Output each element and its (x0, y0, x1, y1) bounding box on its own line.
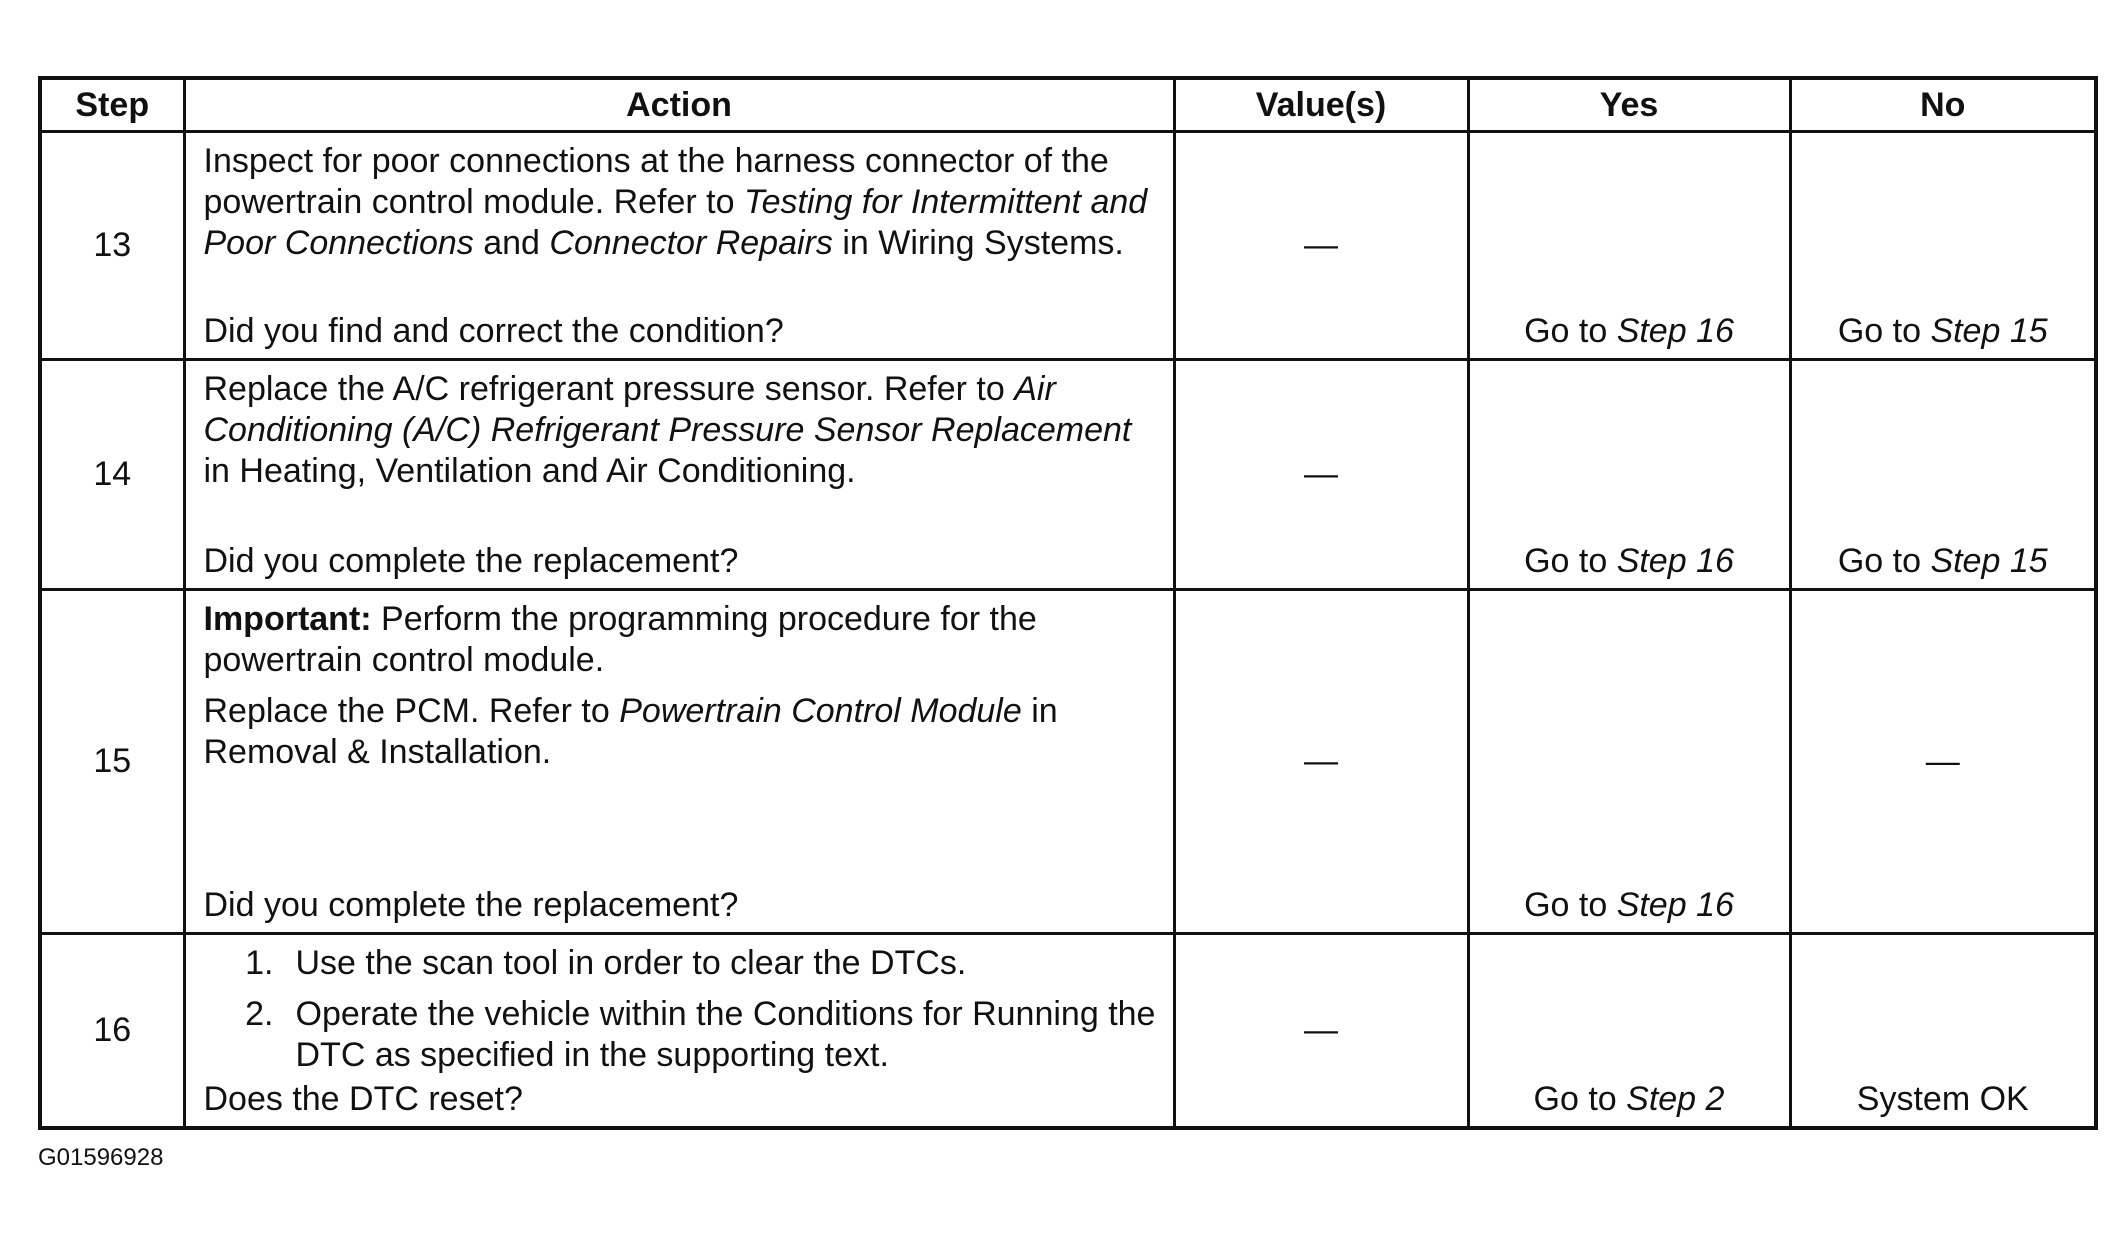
action-cell (184, 360, 1174, 590)
header-values: Value(s) (1174, 78, 1468, 132)
table-row-step-14 (40, 360, 2096, 590)
action-question: Did you complete the replacement? (203, 886, 739, 924)
table-row-step-16 (40, 934, 2096, 1128)
no-cell (1790, 590, 2096, 934)
no-cell: Go to Step 15 (1790, 360, 2096, 590)
step-number: 14 (40, 360, 184, 590)
list-item: 1. Use the scan tool in order to clear the DTCs. (245, 944, 967, 982)
value-cell: — (1174, 934, 1468, 1128)
figure-id: G01596928 (38, 1144, 164, 1171)
no-cell (1790, 934, 2096, 1128)
no-cell: Go to Step 15 (1790, 132, 2096, 360)
important-label: Important: (203, 600, 372, 638)
action-text: Replace the A/C refrigerant pressure sensor. Refer to Air Conditioning (A/C) Refrigerant Pressure Sensor Replacement in Heating, Ventilation and Air Conditioning. (203, 370, 1132, 490)
yes-step-link[interactable]: Step 16 (1616, 886, 1734, 924)
step-number: 15 (40, 590, 184, 934)
action-question: Did you find and correct the condition? (203, 312, 784, 350)
action-cell (184, 132, 1174, 360)
value-cell: — (1174, 132, 1468, 360)
list-item: 2. Operate the vehicle within the Conditions for Running the DTC as specified in the supporting text. (245, 995, 1156, 1074)
action-list (204, 943, 1161, 1076)
action-text: Replace the PCM. Refer to Powertrain Control Module in Removal & Installation. (203, 692, 1058, 771)
yes-step-link[interactable]: Step 16 (1616, 312, 1734, 350)
no-step-link[interactable]: Step 15 (1930, 542, 2048, 580)
yes-cell: Go to Step 16 (1468, 590, 1790, 934)
action-cell (184, 934, 1174, 1128)
header-action: Action (184, 78, 1174, 132)
yes-cell: Go to Step 2 (1468, 934, 1790, 1128)
table-row-step-15 (40, 590, 2096, 934)
value-cell: — (1174, 360, 1468, 590)
value-cell: — (1174, 590, 1468, 934)
step-number: 16 (40, 934, 184, 1128)
action-question: Did you complete the replacement? (203, 542, 739, 580)
no-step-link[interactable]: Step 15 (1930, 312, 2048, 350)
header-row (40, 78, 2096, 132)
table-row-step-13 (40, 132, 2096, 360)
yes-cell: Go to Step 16 (1468, 132, 1790, 360)
action-text: Inspect for poor connections at the harness connector of the powertrain control module. Refer to Testing for Intermittent and Poor Connections and Connector Repairs in Wiring Systems. (203, 142, 1148, 262)
action-question: Does the DTC reset? (203, 1079, 523, 1118)
header-step: Step (40, 78, 184, 132)
no-value: — (1925, 742, 1960, 780)
diagnostic-table (38, 76, 2098, 1130)
action-cell (184, 590, 1174, 934)
header-yes: Yes (1468, 78, 1790, 132)
yes-step-link[interactable]: Step 16 (1616, 542, 1734, 580)
important-note: Important: Perform the programming procedure for the powertrain control module. (203, 600, 1037, 679)
step-number: 13 (40, 132, 184, 360)
yes-cell: Go to Step 16 (1468, 360, 1790, 590)
no-value: System OK (1856, 1079, 2029, 1118)
yes-step-link[interactable]: Step 2 (1626, 1079, 1725, 1118)
header-no: No (1790, 78, 2096, 132)
